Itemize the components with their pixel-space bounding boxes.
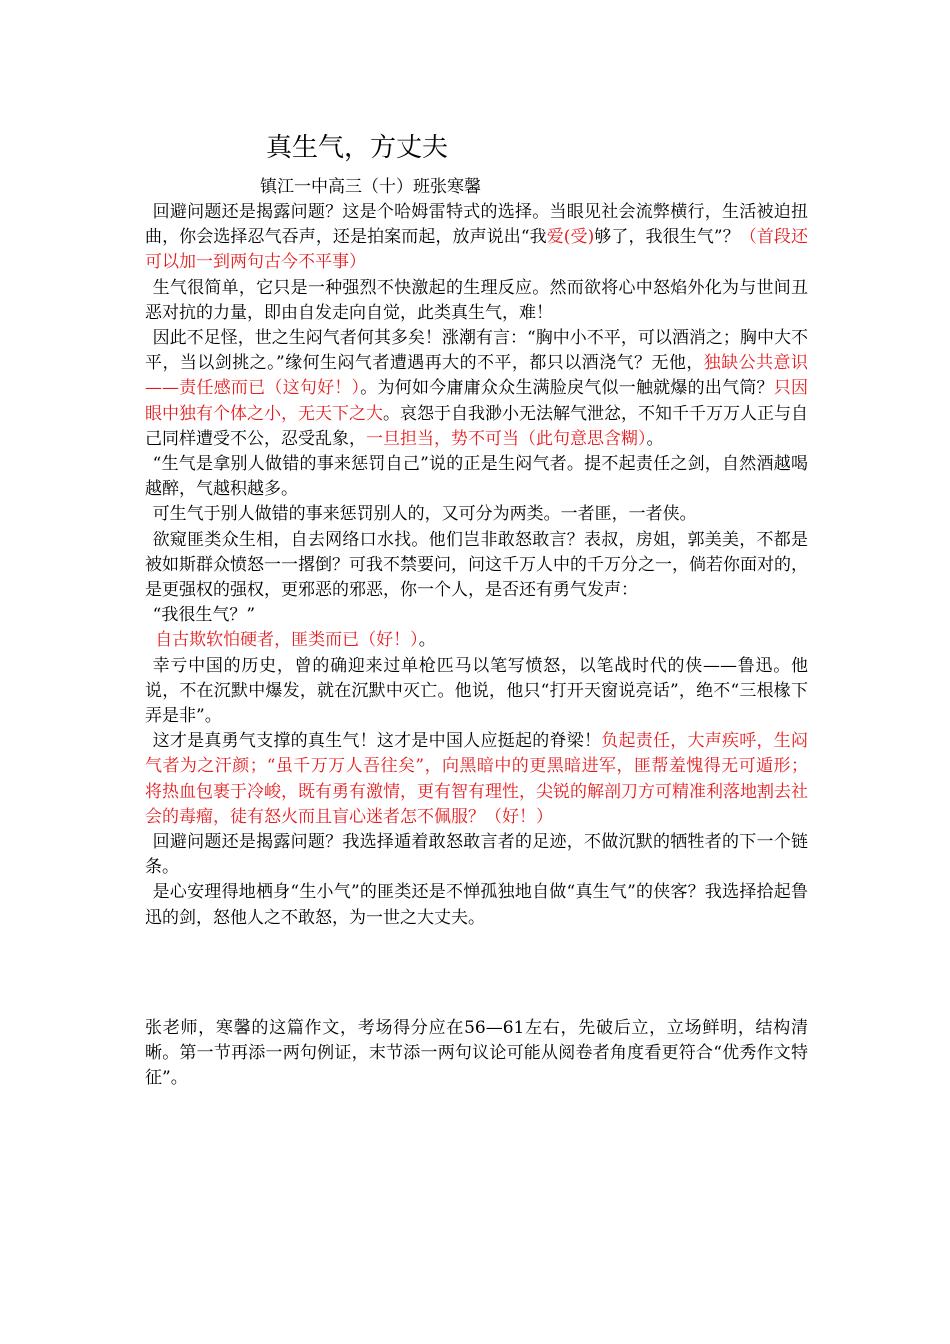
paragraph-10 (145, 729, 808, 830)
paragraph-8 (145, 628, 808, 653)
paragraph-12: 是心安理得地栖身“生小气”的匪类还是不惮孤独地自做“真生气”的侠客？我选择拾起鲁迅的剑，怒他人之不敢怒，为一世之大丈夫。 (145, 882, 808, 928)
teacher-markup: 爱(受) (546, 227, 595, 248)
paragraph-3 (145, 326, 808, 452)
paragraph-9: 幸亏中国的历史，曾的确迎来过单枪匹马以笔写愤怒，以笔战时代的侠——鲁迅。他说，不在沉默中爆发，就在沉默中灭亡。他说，他只“打开天窗说亮话”，绝不“三根椽下弄是非”。 (145, 655, 808, 727)
paragraph-text: 。哀怨于自我渺小无法解气泄忿，不知千千万万人正与自己同样遭受不公，忍受乱象， (145, 403, 808, 449)
author-byline: 镇江一中高三（十）班张寒馨 (260, 177, 481, 197)
essay-body (145, 200, 808, 931)
paragraph-1 (145, 200, 808, 276)
teacher-note-text: 张老师，寒馨的这篇作文，考场得分应在56—61左右，先破后立，立场鲜明，结构清晰。第一节再添一两句例证，末节添一两句议论可能从阅卷者角度看更符合“优秀作文特征”。 (145, 1018, 808, 1089)
paragraph-11: 回避问题还是揭露问题？我选择遁着敢怒敢言者的足迹，不做沉默的牺牲者的下一个链条。 (145, 832, 808, 878)
paragraph-text: 回避问题还是揭露问题？这是个哈姆雷特式的选择。当眼见社会流弊横行，生活被迫扭曲，你会选择忍气吞声，还是拍案而起，放声说出“我 (145, 202, 808, 248)
paragraph-text: 够了，我很生气”？ (594, 227, 740, 248)
paragraph-text: 这才是真勇气支撑的真生气！这才是中国人应挺起的脊梁！ (152, 731, 602, 752)
paragraph-2: 生气很简单，它只是一种强烈不快激起的生理反应。然而欲将心中怒焰外化为与世间丑恶对抗的力量，即由自发走向自觉，此类真生气，难！ (145, 277, 808, 323)
paragraph-text: 。 (646, 428, 664, 449)
essay-title: 真生气，方丈夫 (266, 133, 449, 163)
teacher-comment: 自古欺软怕硬者，匪类而已（好！） (155, 630, 419, 651)
teacher-comment: 负起责任，大声疾呼，生闷气者为之汗颜；“虽千万万人吾往矣”，向黑暗中的更黑暗进军，匪帮羞愧得无可遁形；将热血包裹于冷峻，既有勇有激情，更有智有理性，尖锐的解剖刀方可精准利落地割去社会的毒瘤，徒有怒火而且盲心迷者怎不佩服？（好！） (145, 731, 809, 827)
teacher-comment: 一旦担当，势不可当（此句意思含糊） (366, 428, 647, 449)
teacher-comment: 独缺公共意识——责任感而已（这句好！） (145, 353, 808, 399)
paragraph-text: 。 (418, 630, 436, 651)
paragraph-4: “生气是拿别人做错的事来惩罚自己”说的正是生闷气者。提不起责任之剑，自然酒越喝越醉，气越积越多。 (145, 454, 808, 500)
paragraph-text: 。为何如今庸庸众众生满脸戾气似一触就爆的出气筒？ (360, 378, 774, 399)
paragraph-text: 因此不足怪，世之生闷气者何其多矣！涨潮有言：“胸中小不平，可以酒消之；胸中大不平，当以剑挑之。”缘何生闷气者遭遇再大的不平，都只以酒浇气？无他， (145, 328, 808, 374)
teacher-comment: （首段还可以加一到两句古今不平事） (145, 227, 808, 273)
paragraph-7: “我很生气？” (152, 605, 256, 626)
teacher-note (145, 1016, 808, 1092)
paragraph-5: 可生气于别人做错的事来惩罚别人的，又可分为两类。一者匪，一者侠。 (152, 504, 697, 525)
highlighted-text: 只因眼中独有个体之小，无天下之大 (145, 378, 809, 424)
paragraph-6: 欲窥匪类众生相，自去网络口水找。他们岂非敢怒敢言？表叔，房姐，郭美美，不都是被如斯群众愤怒一一撂倒？可我不禁要问，问这千万人中的千万分之一，倘若你面对的，是更强权的强权，更邪恶的邪恶，你一个人，是否还有勇气发声： (145, 529, 808, 601)
